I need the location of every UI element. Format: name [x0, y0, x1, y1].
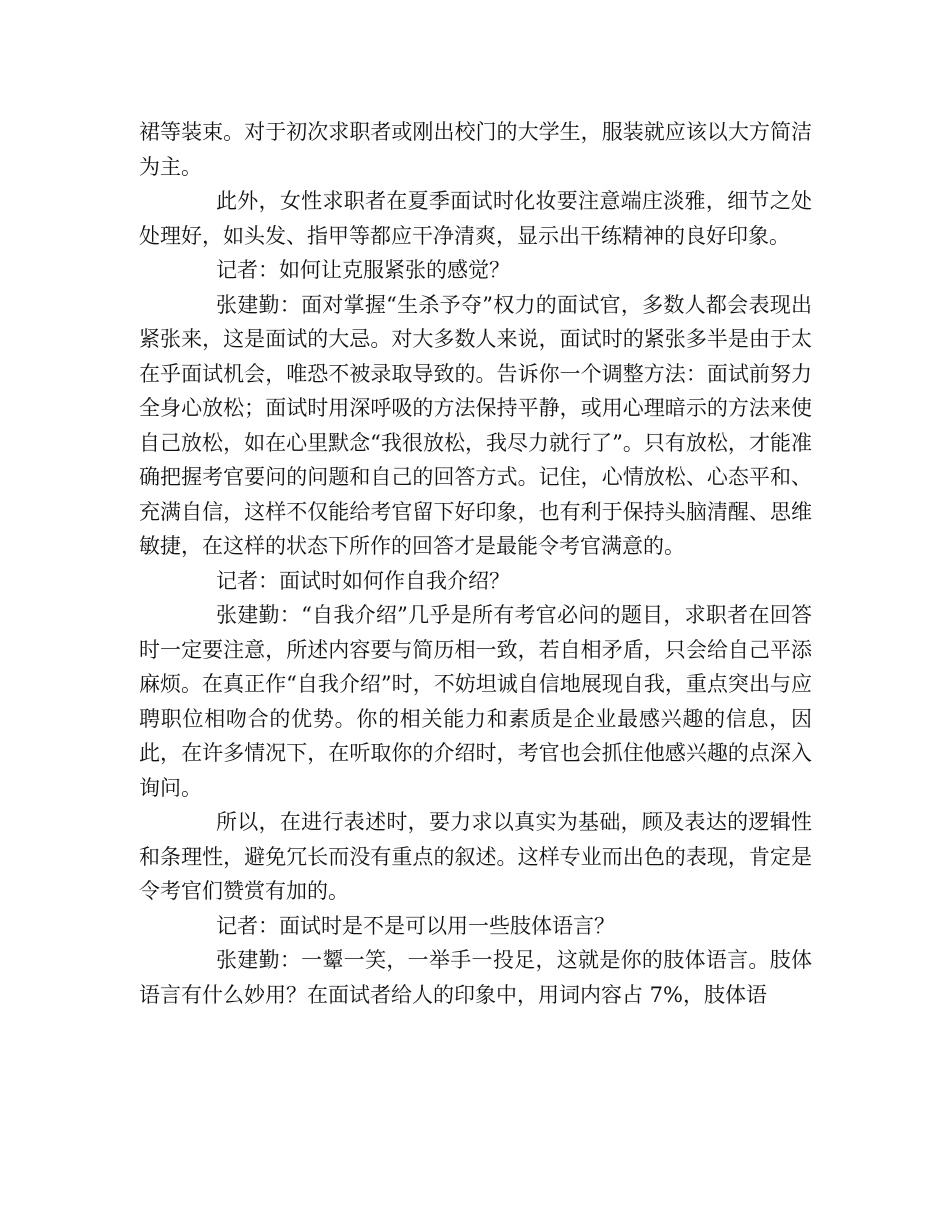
paragraph-question-nervousness: 记者：如何让克服紧张的感觉？ — [216, 258, 510, 282]
article-body — [139, 115, 812, 1012]
paragraph-dress-advice: 裙等装束。对于初次求职者或刚出校门的大学生，服装就应该以大方简洁为主。 — [139, 120, 812, 179]
paragraph-question-self-intro: 记者：面试时如何作自我介绍？ — [216, 568, 510, 593]
paragraph-question-body-language: 记者：面试时是不是可以用一些肢体语言？ — [216, 913, 615, 938]
paragraph-answer-nervousness: 张建勤：面对掌握“生杀予夺”权力的面试官，多数人都会表现出紧张来，这是面试的大忌。对大多数人来说，面试时的紧张多半是由于太在乎面试机会，唯恐不被录取导致的。告诉你一个调整方法：面试前努力全身心放松；面试时用深呼吸的方法保持平静，或用心理暗示的方法来使自己放松，如在心里默念“我很放松，我尽力就行了”。只有放松，才能准确把握考官要问的问题和自己的回答方式。记住，心情放松、心态平和、充满自信，这样不仅能给考官留下好印象，也有利于保持头脑清醒、思维敏捷，在这样的状态下所作的回答才是最能令考官满意的。 — [139, 292, 812, 558]
paragraph-self-intro-followup: 所以，在进行表述时，要力求以真实为基础，顾及表达的逻辑性和条理性，避免冗长而没有重点的叙述。这样专业而出色的表现，肯定是令考官们赞赏有加的。 — [139, 810, 812, 903]
paragraph-answer-body-language: 张建勤：一颦一笑，一举手一投足，这就是你的肢体语言。肢体语言有什么妙用？在面试者给人的印象中，用词内容占 7%，肢体语 — [139, 948, 812, 1007]
paragraph-makeup-advice: 此外，女性求职者在夏季面试时化妆要注意端庄淡雅，细节之处处理好，如头发、指甲等都应干净清爽，显示出干练精神的良好印象。 — [139, 189, 812, 248]
paragraph-answer-self-intro: 张建勤：“自我介绍”几乎是所有考官必问的题目，求职者在回答时一定要注意，所述内容要与简历相一致，若自相矛盾，只会给自己平添麻烦。在真正作“自我介绍”时，不妨坦诚自信地展现自我，重点突出与应聘职位相吻合的优势。你的相关能力和素质是企业最感兴趣的信息，因此，在许多情况下，在听取你的介绍时，考官也会抓住他感兴趣的点深入询问。 — [139, 603, 812, 800]
